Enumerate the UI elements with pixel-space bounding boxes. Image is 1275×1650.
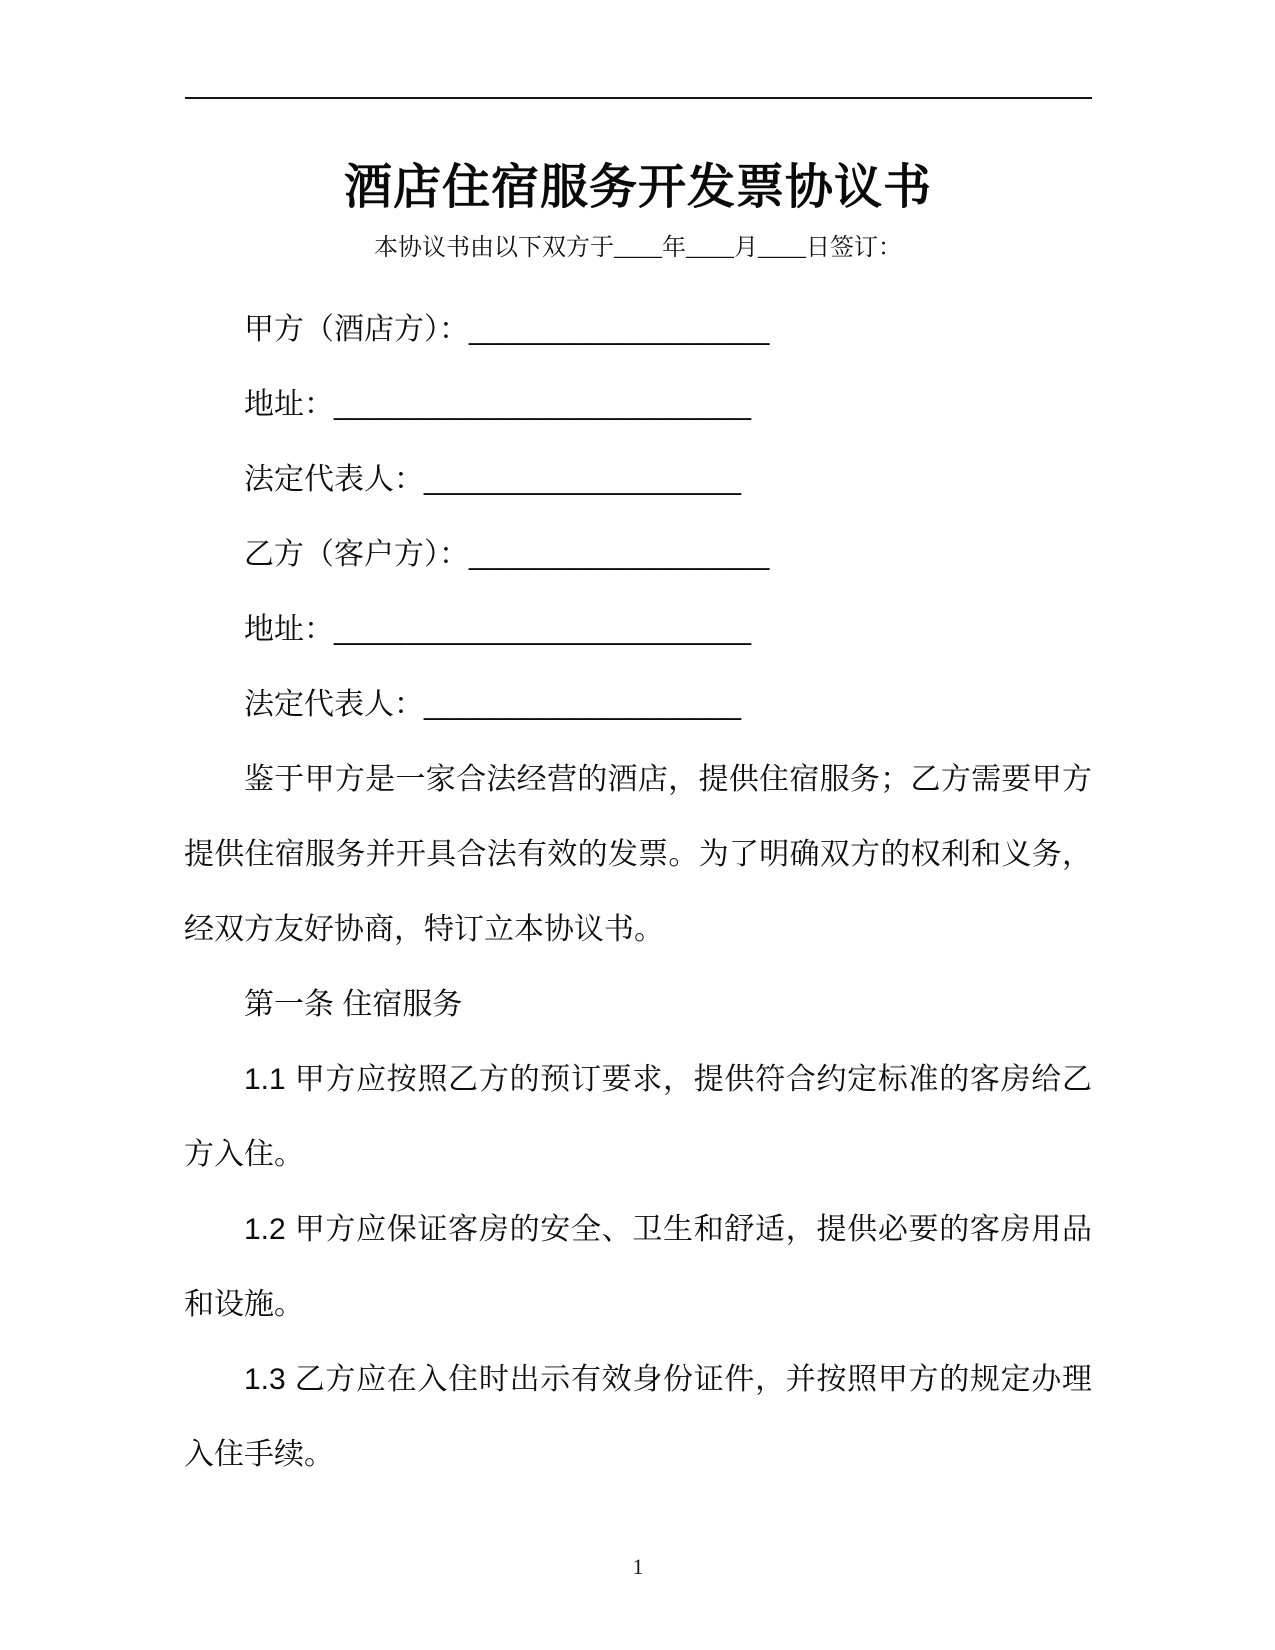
field-party-b [184, 517, 1092, 592]
header-rule [185, 97, 1092, 99]
field-party-b-label: 乙方（客户方）： [244, 538, 469, 571]
field-party-a [184, 292, 1092, 367]
clause-1-3: 1.3 乙方应在入住时出示有效身份证件，并按照甲方的规定办理入住手续。 [184, 1363, 1092, 1471]
page-number: 1 [632, 1554, 644, 1579]
field-party-a-blank-line: __________________ [469, 313, 770, 346]
field-party-a-address-blank-line: _________________________ [334, 388, 752, 421]
section-1-heading: 第一条 住宿服务 [244, 988, 463, 1021]
field-party-b-address-label: 地址： [244, 613, 334, 646]
field-party-a-label: 甲方（酒店方）： [244, 313, 469, 346]
document-body [184, 292, 1092, 1492]
field-party-a-legal-representative [184, 442, 1092, 517]
field-party-a-address [184, 367, 1092, 442]
field-party-b-legal-representative-label: 法定代表人： [244, 688, 424, 721]
clause-1-2: 1.2 甲方应保证客房的安全、卫生和舒适，提供必要的客房用品和设施。 [184, 1213, 1092, 1321]
field-party-b-address [184, 592, 1092, 667]
field-party-b-address-blank-line: _________________________ [334, 613, 752, 646]
field-party-b-blank-line: __________________ [469, 538, 770, 571]
field-party-a-address-label: 地址： [244, 388, 334, 421]
clause-1-1: 1.1 甲方应按照乙方的预订要求，提供符合约定标准的客房给乙方入住。 [184, 1063, 1092, 1171]
field-party-a-legal-representative-label: 法定代表人： [244, 463, 424, 496]
document-subtitle: 本协议书由以下双方于____年____月____日签订： [374, 235, 902, 261]
field-party-a-legal-representative-blank-line: ___________________ [424, 463, 742, 496]
field-party-b-legal-representative [184, 667, 1092, 742]
field-party-b-legal-representative-blank-line: ___________________ [424, 688, 742, 721]
document-title: 酒店住宿服务开发票协议书 [343, 161, 932, 214]
preamble-paragraph: 鉴于甲方是一家合法经营的酒店，提供住宿服务；乙方需要甲方提供住宿服务并开具合法有效的发票。为了明确双方的权利和义务，经双方友好协商，特订立本协议书。 [184, 763, 1092, 946]
